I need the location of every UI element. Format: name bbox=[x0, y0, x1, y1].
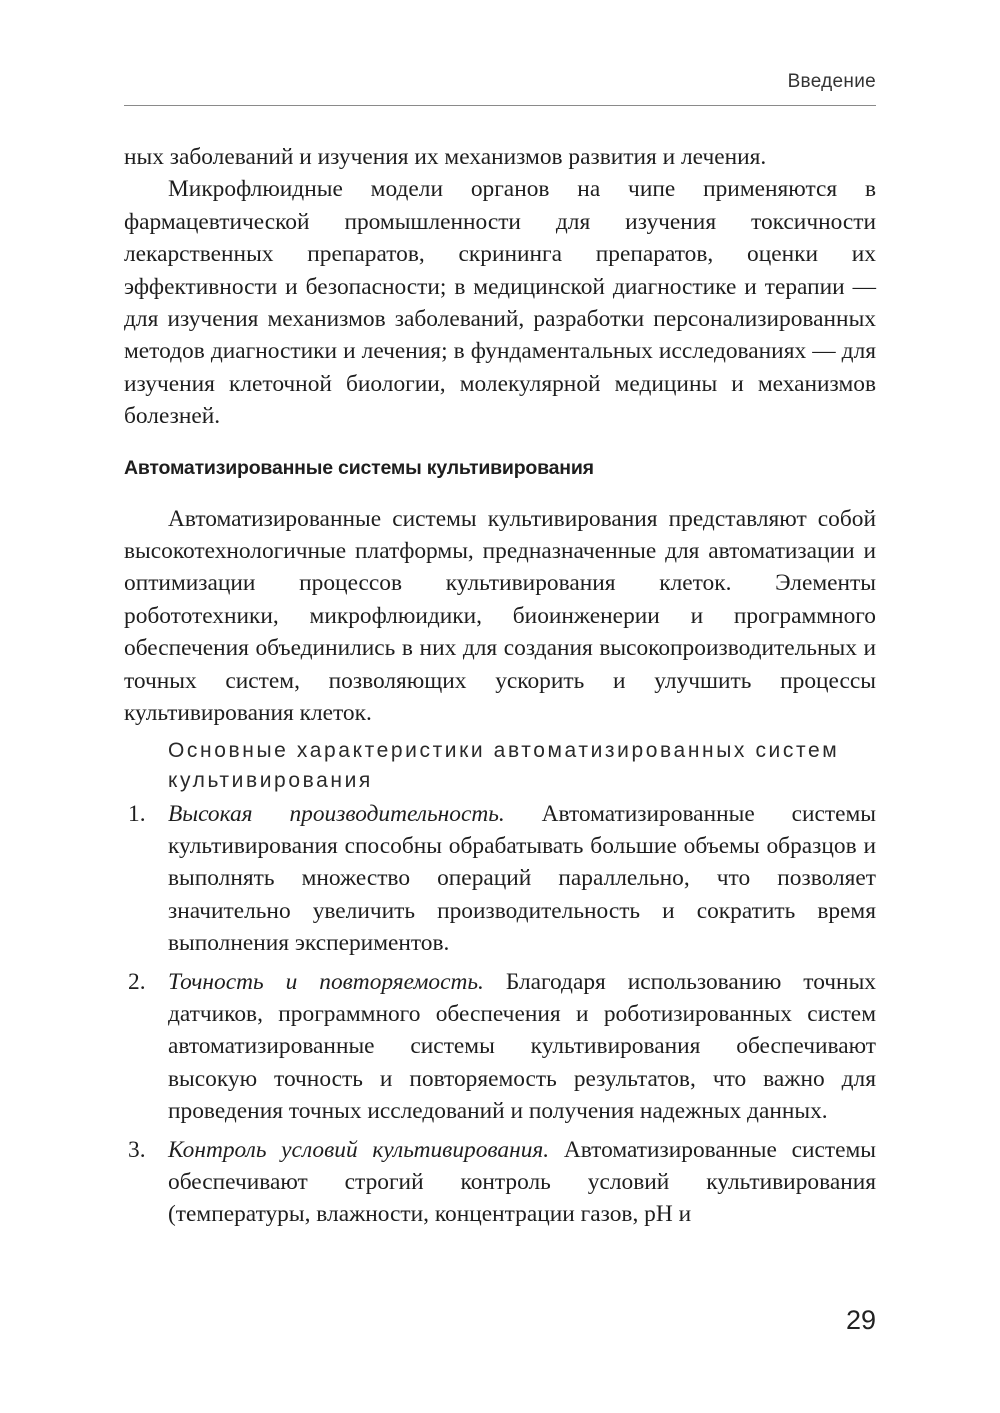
list-item-term: Точность и повторяемость. bbox=[168, 968, 484, 995]
section-heading: Автоматизированные системы культивирования bbox=[124, 456, 594, 479]
list-item-term: Высокая производительность. bbox=[168, 800, 505, 827]
list-item bbox=[124, 798, 876, 960]
list-item-number: 1. bbox=[128, 800, 146, 827]
list-item-term: Контроль условий культивирования. bbox=[168, 1136, 550, 1163]
page-body bbox=[124, 141, 876, 1237]
list-item bbox=[124, 1134, 876, 1231]
paragraph-intro: Автоматизированные системы культивирования представляют собой высокотехнологичные платформы, предназначенные для автоматизации и оптимизации процессов культивирования клеток. Элементы робототехники, микрофлюидики, биоинженерии и программного обеспечения объединились в них для создания высокопроизводительных и точных систем, позволяющих ускорить и улучшить процессы культивирования клеток. bbox=[124, 505, 876, 727]
paragraph-continued: ных заболеваний и изучения их механизмов развития и лечения. bbox=[124, 144, 767, 170]
characteristics-list bbox=[124, 798, 876, 1231]
list-item-text: Автоматизированные системы обеспечивают строгий контроль условий культивирования (температуры, влажности, концентрации газов, pH и bbox=[168, 1136, 876, 1228]
header-rule bbox=[124, 105, 876, 106]
paragraph-organs-on-chip: Микрофлюидные модели органов на чипе применяются в фармацевтической промышленности для изучения токсичности лекарственных препаратов, скрининга препаратов, оценки их эффективности и безопасности; в медицинской диагностике и терапии — для изучения механизмов заболеваний, разработки персонализированных методов диагностики и лечения; в фундаментальных исследованиях — для изучения клеточной биологии, молекулярной медицины и механизмов болезней. bbox=[124, 176, 876, 430]
page-number: 29 bbox=[845, 1305, 876, 1335]
list-item-number: 3. bbox=[128, 1136, 146, 1163]
list-subheading: Основные характеристики автоматизированных систем культивирования bbox=[168, 738, 840, 792]
list-item-text: Автоматизированные системы культивирования способны обрабатывать большие объемы образцов и выполнять множество операций параллельно, что позволяет значительно увеличить производительность и сократить время выполнения экспериментов. bbox=[168, 800, 876, 957]
list-item-text: Благодаря использованию точных датчиков, программного обеспечения и роботизированных систем автоматизированные системы культивирования обеспечивают высокую точность и повторяемость результатов, что важно для проведения точных исследований и получения надежных данных. bbox=[168, 968, 876, 1125]
running-title: Введение bbox=[787, 71, 876, 92]
list-item bbox=[124, 966, 876, 1128]
list-item-number: 2. bbox=[128, 968, 146, 995]
